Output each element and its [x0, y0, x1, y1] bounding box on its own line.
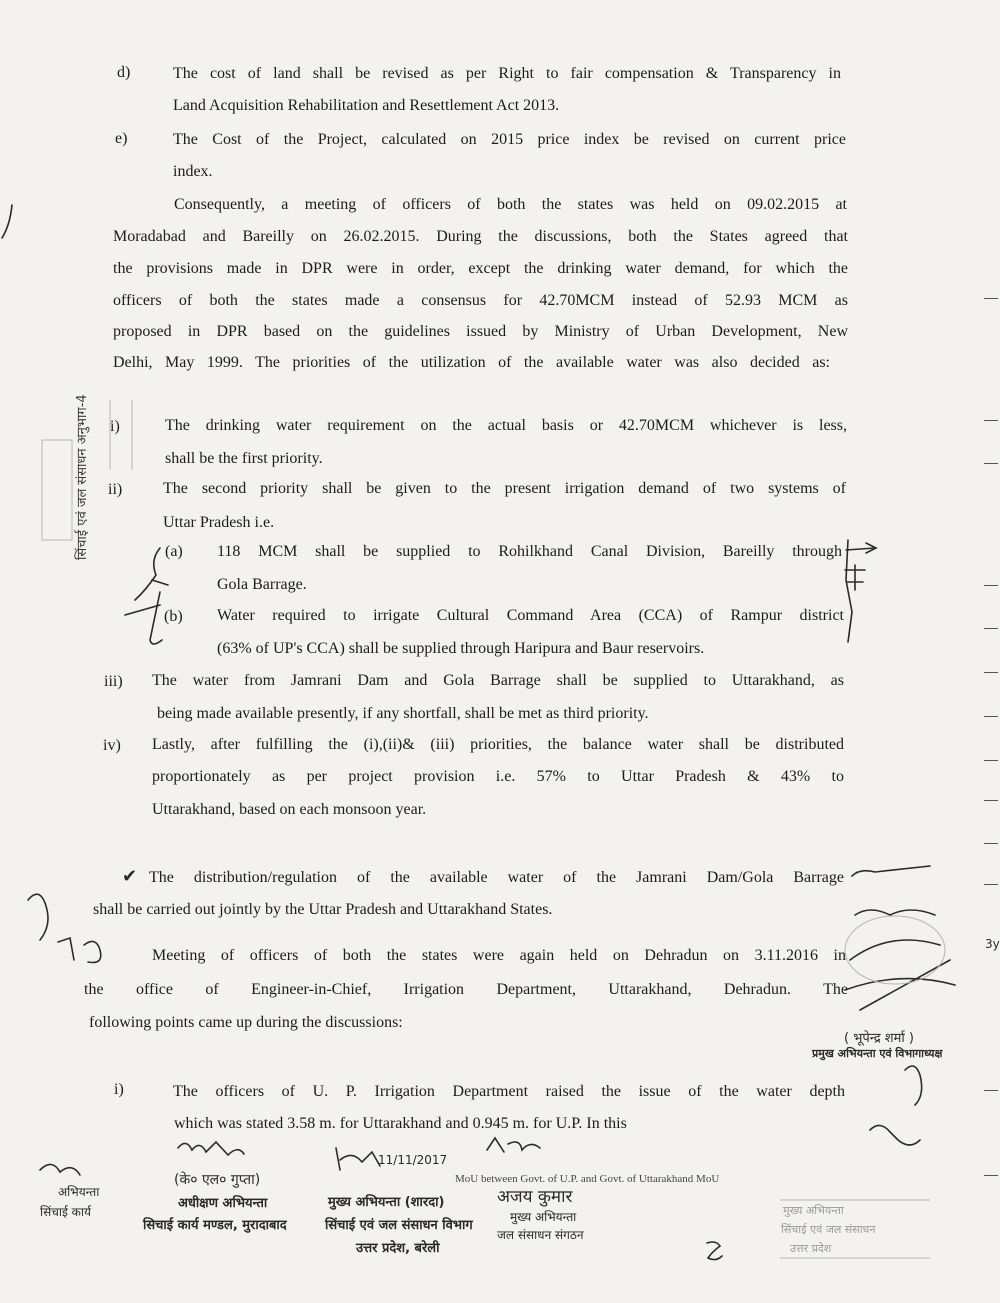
left-corner-office: सिंचाई कार्य: [40, 1205, 91, 1219]
stamp-trace: [845, 916, 945, 984]
list-marker: i): [110, 418, 120, 435]
stamp-trace: [780, 1200, 930, 1258]
mou-footer-text: MoU between Govt. of U.P. and Govt. of Uttarakhand: [455, 1173, 694, 1185]
stamp-name: ( भूपेन्द्र शर्मा ): [844, 1031, 914, 1046]
paragraph-line: Delhi, May 1999. The priorities of the utilization of the available water was also decided as:: [113, 354, 830, 371]
text-line: The officers of U. P. Irrigation Department raised the issue of the water depth: [173, 1083, 845, 1100]
text-line: 118 MCM shall be supplied to Rohilkhand Canal Division, Bareilly through: [217, 543, 842, 560]
signature-1-name: (के० एल० गुप्ता): [174, 1172, 261, 1188]
signature-scribble: [905, 1066, 922, 1105]
mou-code: MoU: [696, 1173, 720, 1185]
signature-scribble: [178, 1142, 244, 1155]
right-stamp-title: मुख्य अभियन्ता: [783, 1204, 844, 1217]
margin-note-vertical: सिंचाई एवं जल संसाधन अनुभाग-4: [75, 394, 90, 560]
paragraph-line: the office of Engineer-in-Chief, Irrigation Department, Uttarakhand, Dehradun. The: [84, 981, 848, 998]
paragraph-line: proposed in DPR based on the guidelines issued by Ministry of Urban Development, New: [113, 323, 848, 340]
paragraph-line: Moradabad and Bareilly on 26.02.2015. During the discussions, both the States agreed that: [113, 228, 848, 245]
text-line: The second priority shall be given to the present irrigation demand of two systems of: [163, 480, 846, 497]
edge-scratch: [2, 205, 12, 238]
paragraph-line: following points came up during the discussions:: [89, 1014, 403, 1031]
checkmark-icon: ✔: [122, 866, 138, 887]
stamp-trace: [110, 400, 132, 470]
margin-scribble: [58, 938, 101, 963]
edge-note: 3y: [985, 937, 1000, 951]
text-line: Uttar Pradesh i.e.: [163, 514, 275, 531]
signature-2-dept: सिंचाई एवं जल संसाधन विभाग: [325, 1218, 473, 1233]
signature-2-name: अजय कुमार: [497, 1187, 573, 1207]
signature-3-title: मुख्य अभियन्ता: [510, 1210, 577, 1224]
text-line: Uttarakhand, based on each monsoon year.: [152, 801, 427, 818]
text-line: being made available presently, if any shortfall, shall be met as third priority.: [157, 705, 649, 722]
right-stamp-dept: सिंचाई एवं जल संसाधन: [781, 1223, 876, 1236]
bracket-scribble: [150, 580, 168, 644]
list-marker: (b): [164, 608, 183, 625]
right-stamp-state: उत्तर प्रदेश: [790, 1242, 832, 1255]
text-line: index.: [173, 163, 213, 180]
hash-scribble: [845, 565, 865, 590]
bracket-scribble: [846, 540, 852, 642]
paragraph-line: the provisions made in DPR were in order, except the drinking water demand, for which the: [113, 260, 848, 277]
list-marker: iv): [103, 737, 121, 754]
list-marker: i): [114, 1081, 124, 1098]
text-line: Land Acquisition Rehabilitation and Resettlement Act 2013.: [173, 97, 560, 114]
margin-scribble: [28, 894, 48, 940]
signature-scribble: [40, 1164, 80, 1175]
stamp-title: प्रमुख अभियन्ता एवं विभागाध्यक्ष: [812, 1047, 943, 1060]
text-line: The cost of land shall be revised as per Right to fair compensation & Transparency in: [173, 65, 841, 82]
text-line: which was stated 3.58 m. for Uttarakhand and 0.945 m. for U.P. In this: [174, 1115, 627, 1132]
text-line: The Cost of the Project, calculated on 2015 price index be revised on current price: [173, 131, 846, 148]
text-line: Gola Barrage.: [217, 576, 307, 593]
signature-scribble: [855, 910, 935, 915]
text-line: Water required to irrigate Cultural Command Area (CCA) of Rampur district: [217, 607, 844, 624]
text-line: The drinking water requirement on the actual basis or 42.70MCM whichever is less,: [165, 417, 847, 434]
arrow-scribble: [852, 866, 930, 876]
arrow-icon: [846, 543, 876, 553]
signature-2-title: मुख्य अभियन्ता (शारदा): [328, 1195, 445, 1210]
list-marker: iii): [104, 673, 123, 690]
stamp-trace: [42, 440, 72, 540]
list-marker: e): [115, 130, 128, 147]
paragraph-line: The distribution/regulation of the available water of the Jamrani Dam/Gola Barrage: [149, 869, 844, 886]
signature-scribble: [870, 1125, 920, 1145]
text-line: The water from Jamrani Dam and Gola Barrage shall be supplied to Uttarakhand, as: [152, 672, 844, 689]
signature-2-state: उत्तर प्रदेश, बरेली: [356, 1241, 440, 1256]
paragraph-line: Meeting of officers of both the states were again held on Dehradun on 3.11.2016 in: [152, 947, 846, 964]
list-marker: d): [117, 64, 131, 81]
paragraph-line: officers of both the states made a consensus for 42.70MCM instead of 52.93 MCM as: [113, 292, 848, 309]
signature-3-org: जल संसाधन संगठन: [497, 1228, 584, 1242]
signature-date: 11/11/2017: [378, 1153, 448, 1167]
text-line: (63% of UP's CCA) shall be supplied through Haripura and Baur reservoirs.: [217, 640, 705, 657]
text-line: proportionately as per project provision i.e. 57% to Uttar Pradesh & 43% to: [152, 768, 844, 785]
signature-1-office: सिचाई कार्य मण्डल, मुरादाबाद: [143, 1218, 287, 1233]
paragraph-line: Consequently, a meeting of officers of both the states was held on 09.02.2015 at: [174, 196, 847, 213]
signature-scribble: [487, 1138, 540, 1152]
signature-scribble: [707, 1242, 722, 1260]
list-marker: (a): [165, 543, 183, 560]
signature-1-title: अधीक्षण अभियन्ता: [178, 1196, 268, 1211]
paragraph-line: shall be carried out jointly by the Uttar Pradesh and Uttarakhand States.: [93, 901, 553, 918]
bracket-scribble: [135, 548, 160, 600]
list-marker: ii): [108, 481, 123, 498]
signature-scribble: [336, 1148, 380, 1170]
text-line: Lastly, after fulfilling the (i),(ii)& (iii) priorities, the balance water shall be distributed: [152, 736, 844, 753]
text-line: shall be the first priority.: [165, 450, 323, 467]
left-corner-title: अभियन्ता: [58, 1185, 100, 1199]
